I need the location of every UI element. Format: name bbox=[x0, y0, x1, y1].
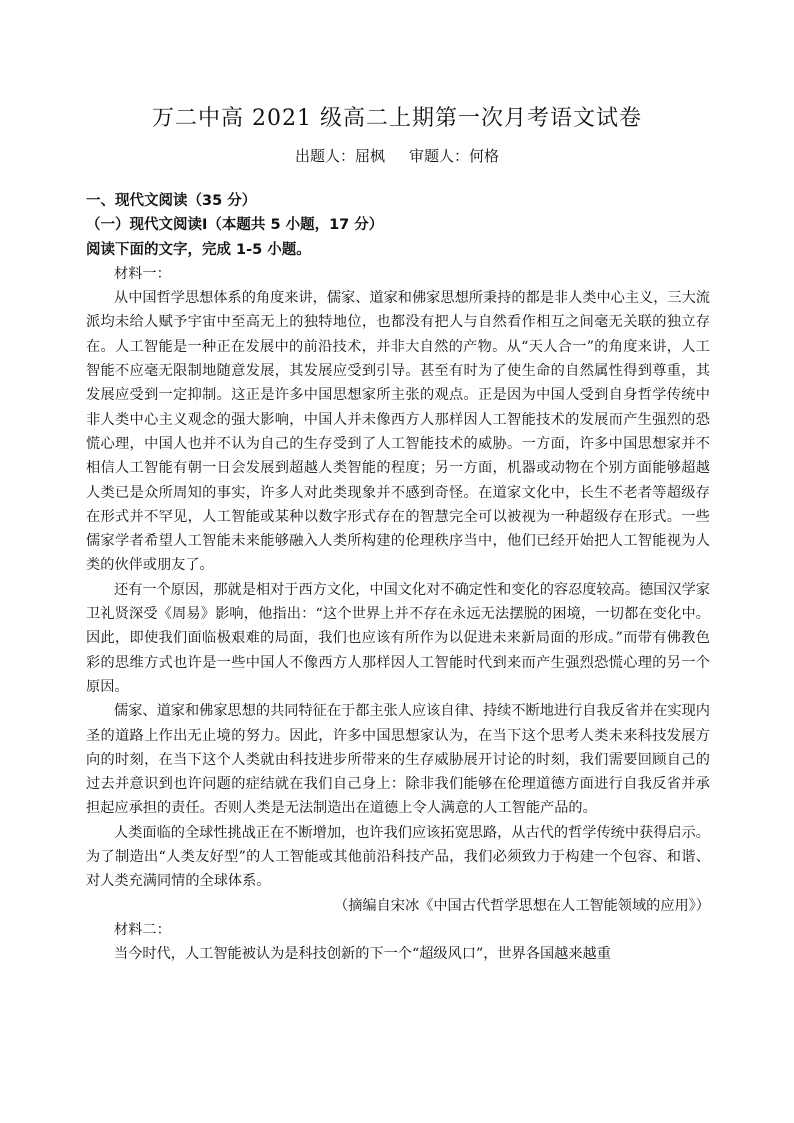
material-label: 材料二： bbox=[114, 921, 171, 938]
material-paragraph: 儒家、道家和佛家思想的共同特征在于都主张人应该自律、持续不断地进行自我反省并在实现内圣的道路上作出无止境的努力。因此，许多中国思想家认为，在当下这个思考人类未来科技发展方向的时刻，在当下这个人类就由科技进步所带来的生存威胁展开讨论的时刻，我们需要回顾自己的过去并意识到也许问题的症结就在我们自己身上：除非我们能够在伦理道德方面进行自我反省并承担起应承担的责任。否则人类是无法制造出在道德上令人满意的人工智能产品的。 bbox=[86, 703, 710, 817]
exam-credits bbox=[0, 146, 794, 166]
material-paragraph: 人类面临的全球性挑战正在不断增加，也许我们应该拓宽思路，从古代的哲学传统中获得启示。为了制造出“人类友好型”的人工智能或其他前沿科技产品，我们必须致力于构建一个包容、和谐、对人类充满同情的全球体系。 bbox=[86, 824, 710, 890]
material-paragraph: 还有一个原因，那就是相对于西方文化，中国文化对不确定性和变化的容忍度较高。德国汉学家卫礼贤深受《周易》影响，他指出：“这个世界上并不存在永远无法摆脱的困境，一切都在变化中。因此，即使我们面临极艰难的局面，我们也应该有所作为以促进未来新局面的形成。”而带有佛教色彩的思维方式也许是一些中国人不像西方人那样因人工智能时代到来而产生强烈恐慌心理的另一个原因。 bbox=[86, 581, 710, 695]
exam-title: 万二中高 2021 级高二上期第一次月考语文试卷 bbox=[152, 106, 642, 131]
material-paragraph: 当今时代，人工智能被认为是科技创新的下一个“超级风口”，世界各国越来越重 bbox=[114, 946, 611, 963]
subsection-heading: （一）现代文阅读Ⅰ（本题共 5 小题，17 分） bbox=[86, 217, 384, 234]
material-paragraph: 从中国哲学思想体系的角度来讲，儒家、道家和佛家思想所秉持的都是非人类中心主义，三大流派均未给人赋予宇宙中至高无上的独特地位，也都没有把人与自然看作相互之间毫无关联的独立存在。人工智能是一种正在发展中的前沿技术，并非大自然的产物。从“天人合一”的角度来讲，人工智能不应毫无限制地随意发展，其发展应受到引导。甚至有时为了使生命的自然属性得到尊重，其发展应受到一定抑制。这正是许多中国思想家所主张的观点。正是因为中国人受到自身哲学传统中非人类中心主义观念的强大影响，中国人并未像西方人那样因人工智能技术的发展而产生强烈的恐慌心理，中国人也并不认为自己的生存受到了人工智能技术的威胁。一方面，许多中国思想家并不相信人工智能有朝一日会发展到超越人类智能的程度；另一方面，机器或动物在个别方面能够超越人类已是众所周知的事实，许多人对此类现象并不感到奇怪。在道家文化中，长生不老者等超级存在形式并不罕见，人工智能或某种以数字形式存在的智慧完全可以被视为一种超级存在形式。一些儒家学者希望人工智能未来能够融入人类所构建的伦理秩序当中，他们已经开始把人工智能视为人类的伙伴或朋友了。 bbox=[86, 290, 710, 574]
question-setter: 出题人：屈枫 bbox=[294, 147, 385, 165]
question-reviewer: 审题人：何格 bbox=[409, 147, 500, 165]
section-heading: 一、现代文阅读（35 分） bbox=[86, 193, 257, 209]
exam-body bbox=[86, 189, 710, 967]
material-label: 材料一： bbox=[114, 265, 171, 282]
reading-instruction: 阅读下面的文字，完成 1-5 小题。 bbox=[86, 241, 311, 258]
material-source: （摘编自宋冰《中国古代哲学思想在人工智能领域的应用》） bbox=[334, 897, 710, 914]
